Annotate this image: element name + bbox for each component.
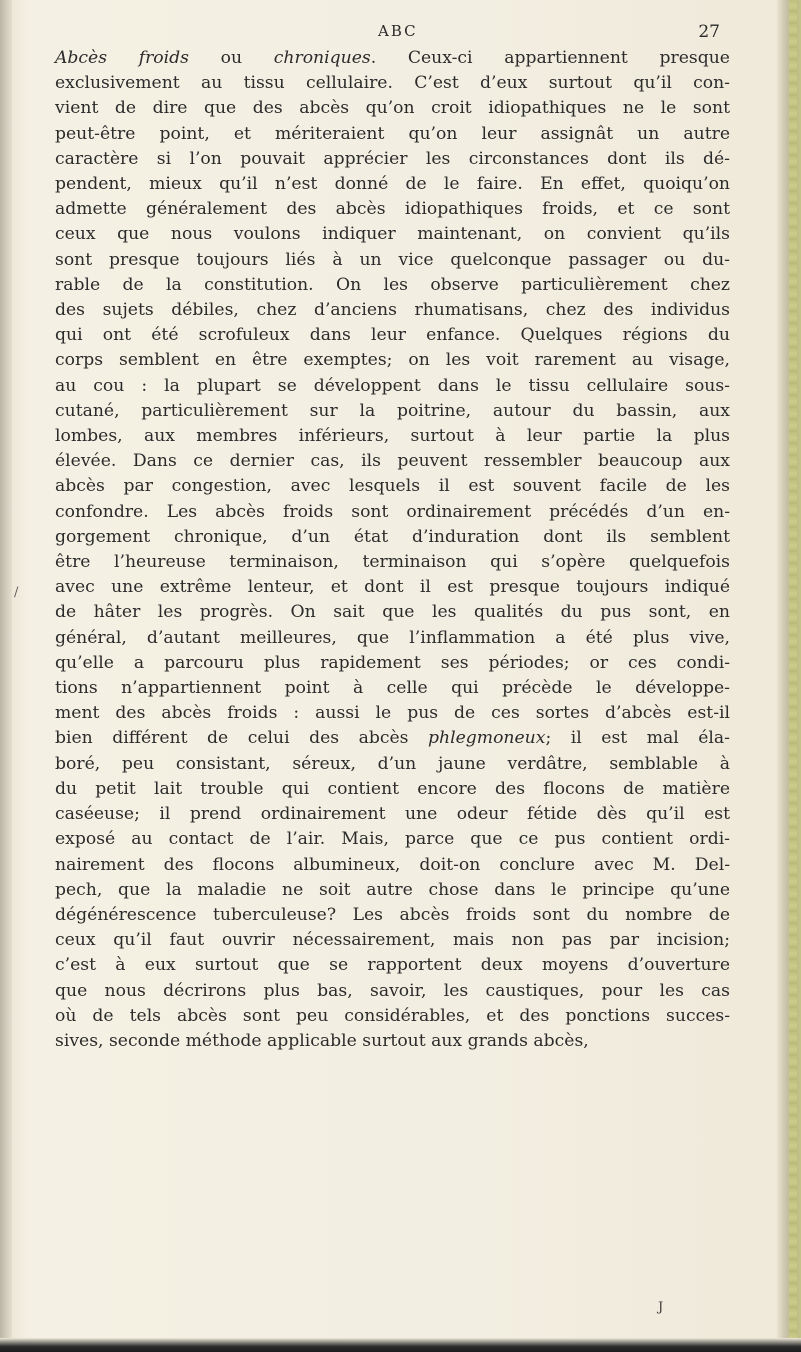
text-line: où de tels abcès sont peu considérables, et des ponctions succes-: [55, 1005, 730, 1026]
text-line: rable de la constitution. On les observe particulièrement chez: [55, 274, 730, 295]
text-line: pech, que la maladie ne soit autre chose dans le principe qu’une: [55, 879, 730, 900]
text-line: être l’heureuse terminaison, terminaison qui s’opère quelquefois: [55, 552, 730, 573]
text-line: abcès par congestion, avec lesquels il est souvent facile de les: [55, 476, 730, 497]
text-line: élevée. Dans ce dernier cas, ils peuvent ressembler beaucoup aux: [55, 451, 730, 472]
text-line: que nous décrirons plus bas, savoir, les caustiques, pour les cas: [55, 980, 730, 1001]
text-line: du petit lait trouble qui contient encore des flocons de matière: [55, 778, 730, 799]
text-line: admette généralement des abcès idiopathiques froids, et ce sont: [55, 199, 730, 220]
text-line: exclusivement au tissu cellulaire. C’est d’eux surtout qu’il con-: [55, 73, 730, 94]
text-line: général, d’autant meilleures, que l’inflammation a été plus vive,: [55, 627, 730, 648]
text-line: cutané, particulièrement sur la poitrine, autour du bassin, aux: [55, 400, 730, 421]
text-line: bien différent de celui des abcès phlegmoneux; il est mal éla-: [55, 728, 730, 749]
text-line: exposé au contact de l’air. Mais, parce que ce pus contient ordi-: [55, 829, 730, 850]
text-line: confondre. Les abcès froids sont ordinairement précédés d’un en-: [55, 501, 730, 522]
text-line: nairement des flocons albumineux, doit-on conclure avec M. Del-: [55, 854, 730, 875]
text-line: pendent, mieux qu’il n’est donné de le faire. En effet, quoiqu’on: [55, 174, 730, 195]
page-bottom-edge: [0, 1338, 801, 1352]
text-line: peut-être point, et mériteraient qu’on leur assignât un autre: [55, 123, 730, 144]
text-line: boré, peu consistant, séreux, d’un jaune verdâtre, semblable à: [55, 753, 730, 774]
text-line: qui ont été scrofuleux dans leur enfance. Quelques régions du: [55, 325, 730, 346]
text-line: gorgement chronique, d’un état d’induration dont ils semblent: [55, 526, 730, 547]
text-line: caséeuse; il prend ordinairement une odeur fétide dès qu’il est: [55, 804, 730, 825]
text-line: lombes, aux membres inférieurs, surtout à leur partie la plus: [55, 426, 730, 447]
margin-mark: /: [14, 585, 19, 600]
body-text: [55, 46, 730, 1054]
text-line: dégénérescence tuberculeuse? Les abcès froids sont du nombre de: [55, 904, 730, 925]
text-line: sont presque toujours liés à un vice quelconque passager ou du-: [55, 249, 730, 270]
page-number: 27: [698, 22, 720, 42]
text-line: c’est à eux surtout que se rapportent deux moyens d’ouverture: [55, 955, 730, 976]
text-line: tions n’appartiennent point à celle qui précède le développe-: [55, 678, 730, 699]
text-line: qu’elle a parcouru plus rapidement ses périodes; or ces condi-: [55, 652, 730, 673]
text-line: des sujets débiles, chez d’anciens rhumatisans, chez des individus: [55, 300, 730, 321]
text-line: caractère si l’on pouvait apprécier les circonstances dont ils dé-: [55, 148, 730, 169]
bottom-mark: J: [658, 1300, 664, 1315]
text-line: ment des abcès froids : aussi le pus de ces sortes d’abcès est-il: [55, 703, 730, 724]
text-line: corps semblent en être exemptes; on les voit rarement au visage,: [55, 350, 730, 371]
page-gutter: [0, 0, 12, 1352]
text-line: Abcès froids ou chroniques. Ceux-ci appartiennent presque: [55, 48, 730, 68]
text-line: vient de dire que des abcès qu’on croit idiopathiques ne le sont: [55, 98, 730, 119]
text-line: de hâter les progrès. On sait que les qualités du pus sont, en: [55, 602, 730, 623]
text-line: avec une extrême lenteur, et dont il est presque toujours indiqué: [55, 577, 730, 598]
text-line: au cou : la plupart se développent dans le tissu cellulaire sous-: [55, 375, 730, 396]
page-edge-strip: [789, 0, 797, 1352]
running-head: ABC: [378, 22, 418, 40]
page-header: [130, 22, 720, 44]
text-line: ceux qu’il faut ouvrir nécessairement, mais non pas par incision;: [55, 930, 730, 951]
text-line: sives, seconde méthode applicable surtout aux grands abcès,: [55, 1030, 589, 1051]
text-line: ceux que nous voulons indiquer maintenant, on convient qu’ils: [55, 224, 730, 245]
